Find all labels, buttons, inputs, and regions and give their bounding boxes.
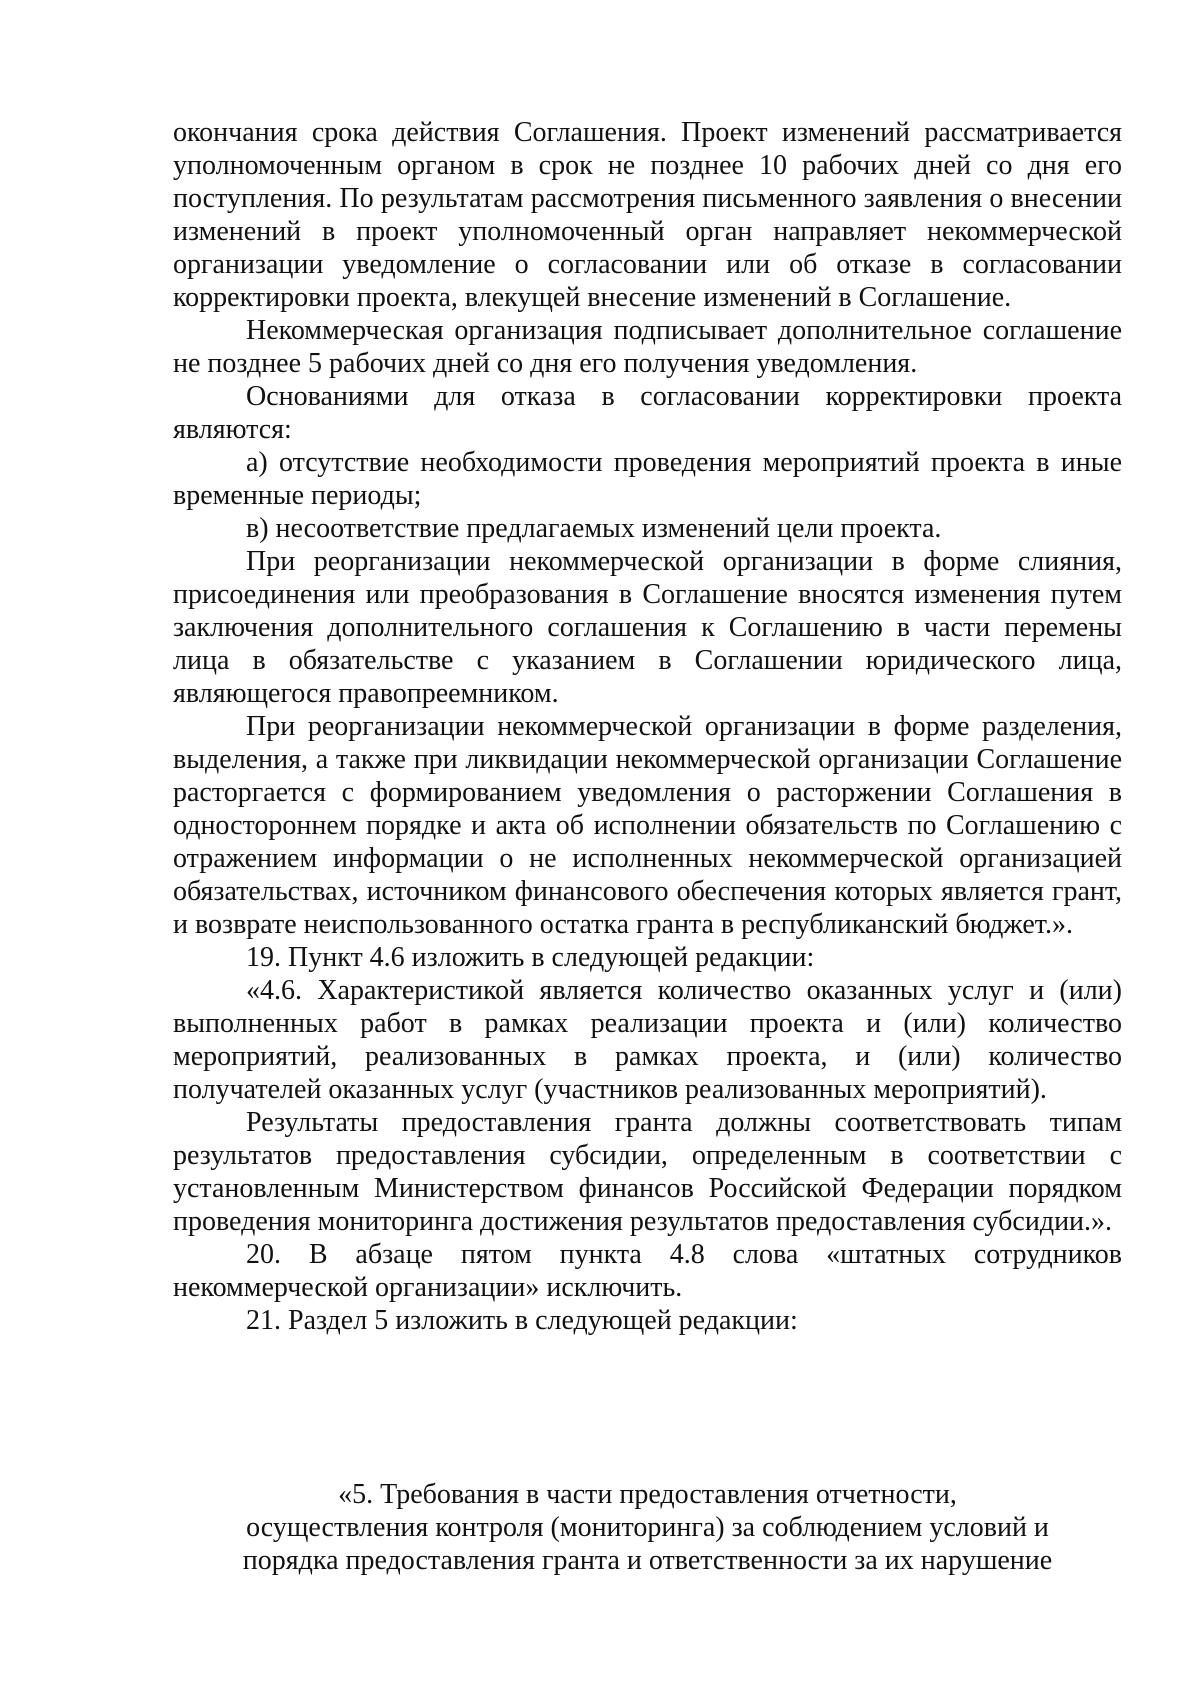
- paragraph-reorganization-division: При реорганизации некоммерческой организации в форме разделения, выделения, а также при ликвидации некоммерческой организации Соглашение расторгается с формированием уведомления о расторжении Соглашения в одностороннем порядке и акта об исполнении обязательств по Соглашению с отражением информации о не исполненных некоммерческой организацией обязательствах, источником финансового обеспечения которых является грант, и возврате неиспользованного остатка гранта в республиканский бюджет.».: [173, 711, 1122, 940]
- paragraph-item-v: в) несоответствие предлагаемых изменений цели проекта.: [246, 513, 942, 544]
- paragraph-item-19: 19. Пункт 4.6 изложить в следующей редакции:: [246, 942, 815, 973]
- paragraph-signing: Некоммерческая организация подписывает дополнительное соглашение не позднее 5 рабочих дней со дня его получения уведомления.: [173, 315, 1122, 379]
- section-5-heading: [173, 1478, 1122, 1577]
- paragraph-reorganization-merger: При реорганизации некоммерческой организации в форме слияния, присоединения или преобразования в Соглашение вносятся изменения путем заключения дополнительного соглашения к Соглашению в части перемены лица в обязательстве с указанием в Соглашении юридического лица, являющегося правопреемником.: [173, 546, 1122, 709]
- paragraph-grant-results: Результаты предоставления гранта должны соответствовать типам результатов предоставления субсидии, определенным в соответствии с установленным Министерством финансов Российской Федерации порядком проведения мониторинга достижения результатов предоставления субсидии.».: [173, 1107, 1122, 1237]
- section-heading-line: порядка предоставления гранта и ответственности за их нарушение: [242, 1545, 1053, 1576]
- paragraph-item-20: 20. В абзаце пятом пункта 4.8 слова «штатных сотрудников некоммерческой организации» исключить.: [173, 1239, 1122, 1303]
- paragraph-continuation: окончания срока действия Соглашения. Проект изменений рассматривается уполномоченным органом в срок не позднее 10 рабочих дней со дня его поступления. По результатам рассмотрения письменного заявления о внесении изменений в проект уполномоченный орган направляет некоммерческой организации уведомление о согласовании или об отказе в согласовании корректировки проекта, влекущей внесение изменений в Соглашение.: [173, 117, 1122, 313]
- paragraph-item-a: а) отсутствие необходимости проведения мероприятий проекта в иные временные периоды;: [173, 447, 1122, 511]
- document-body: [173, 116, 1122, 1337]
- paragraph-refusal-grounds: Основаниями для отказа в согласовании корректировки проекта являются:: [173, 381, 1122, 445]
- paragraph-item-21: 21. Раздел 5 изложить в следующей редакции:: [246, 1305, 798, 1336]
- section-heading-line: осуществления контроля (мониторинга) за соблюдением условий и: [246, 1512, 1049, 1543]
- section-heading-line: «5. Требования в части предоставления отчетности,: [338, 1479, 957, 1510]
- paragraph-clause-4-6: «4.6. Характеристикой является количество оказанных услуг и (или) выполненных работ в рамках реализации проекта и (или) количество мероприятий, реализованных в рамках проекта, и (или) количество получателей оказанных услуг (участников реализованных мероприятий).: [173, 975, 1122, 1105]
